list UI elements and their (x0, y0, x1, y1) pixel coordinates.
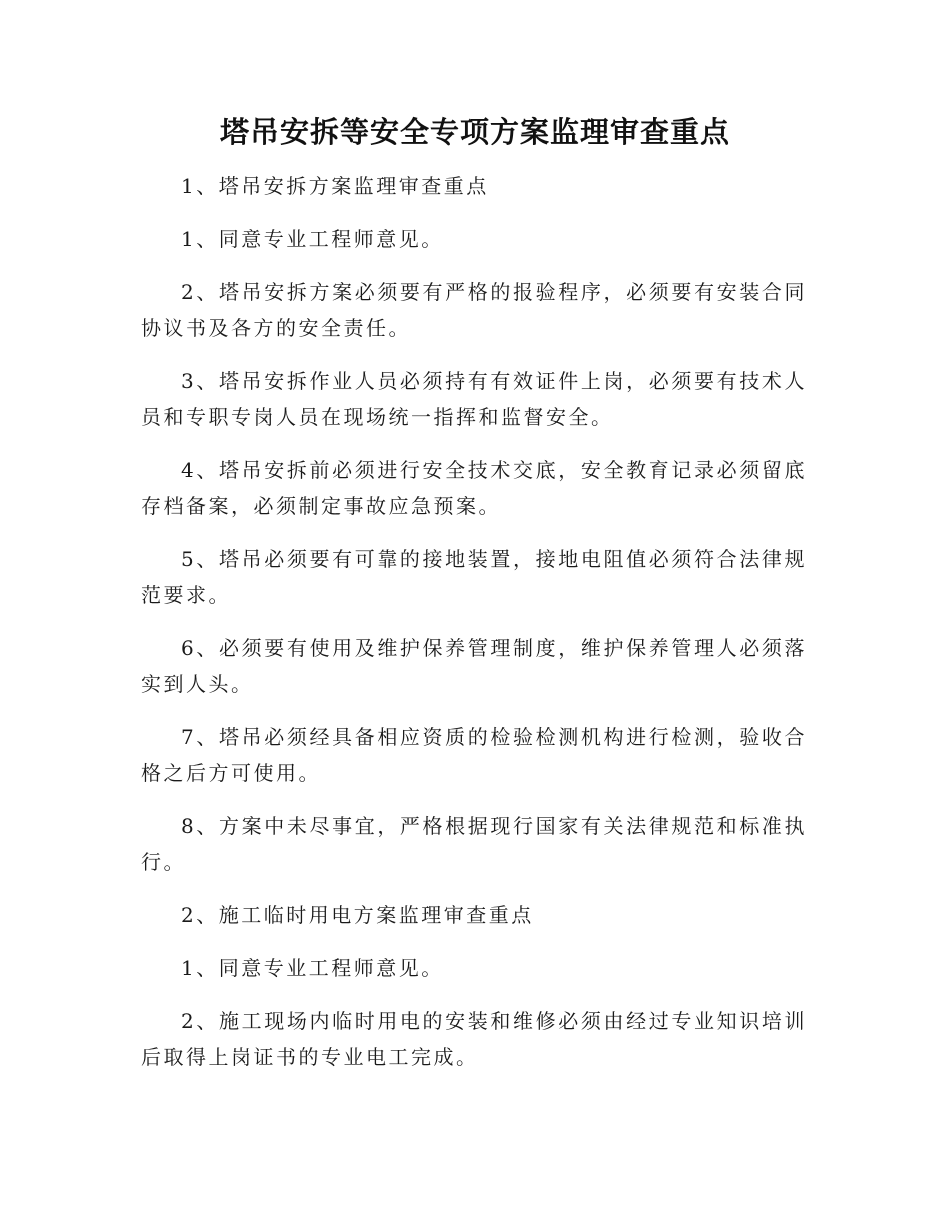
paragraph-section-1-heading: 1、塔吊安拆方案监理审查重点 (181, 174, 489, 198)
paragraph-section-2-heading: 2、施工临时用电方案监理审查重点 (181, 903, 534, 927)
paragraph: 1、同意专业工程师意见。 (181, 227, 444, 251)
paragraph: 5、塔吊必须要有可靠的接地装置，接地电阻值必须符合法律规范要求。 (141, 547, 807, 607)
paragraph: 2、塔吊安拆方案必须要有严格的报验程序，必须要有安装合同协议书及各方的安全责任。 (141, 280, 807, 340)
document-body (141, 168, 807, 1092)
document-title: 塔吊安拆等安全专项方案监理审查重点 (219, 115, 730, 149)
paragraph: 1、同意专业工程师意见。 (181, 956, 444, 980)
paragraph: 7、塔吊必须经具备相应资质的检验检测机构进行检测，验收合格之后方可使用。 (141, 725, 807, 785)
paragraph: 2、施工现场内临时用电的安装和维修必须由经过专业知识培训后取得上岗证书的专业电工完成。 (141, 1009, 807, 1069)
paragraph: 3、塔吊安拆作业人员必须持有有效证件上岗，必须要有技术人员和专职专岗人员在现场统一指挥和监督安全。 (141, 369, 807, 429)
paragraph: 4、塔吊安拆前必须进行安全技术交底，安全教育记录必须留底存档备案，必须制定事故应急预案。 (141, 458, 807, 518)
paragraph: 6、必须要有使用及维护保养管理制度，维护保养管理人必须落实到人头。 (141, 636, 807, 696)
paragraph: 8、方案中未尽事宜，严格根据现行国家有关法律规范和标准执行。 (141, 814, 807, 874)
